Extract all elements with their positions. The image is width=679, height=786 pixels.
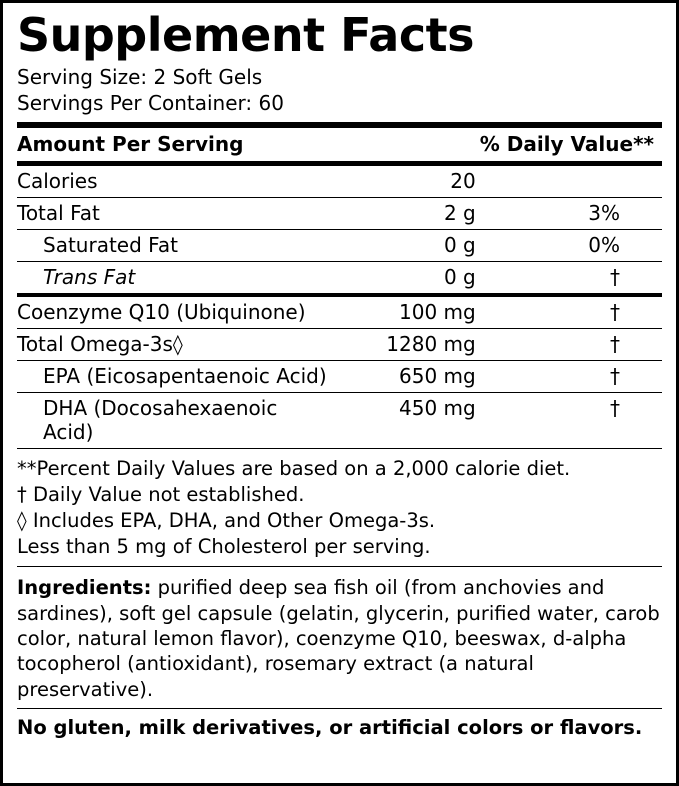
footnotes [17,449,662,566]
row-dv [494,166,662,198]
row-dv: † [494,361,662,393]
table-row [17,329,662,361]
table-row [17,262,662,294]
table-row [17,198,662,230]
row-dv: 3% [494,198,662,230]
row-amount: 650 mg [330,361,494,393]
row-label: Total Omega-3s◊ [17,329,330,361]
header-daily-value: % Daily Value** [479,132,654,157]
table-row [17,230,662,262]
row-amount: 100 mg [330,297,494,329]
row-dv: † [610,265,620,290]
row-dv: † [494,393,662,449]
ingredients-block [17,567,662,708]
serving-size: Serving Size: 2 Soft Gels [17,65,263,90]
row-amount: 0 g [330,230,494,262]
row-amount: 0 g [443,265,476,290]
table-header-row [17,128,662,161]
page-title: Supplement Facts [17,8,474,62]
nutrition-table [17,128,662,161]
row-label: Coenzyme Q10 (Ubiquinone) [17,297,330,329]
row-amount: 20 [330,166,494,198]
nutrition-rows-lower [17,297,662,449]
table-row [17,393,662,449]
row-label: Calories [17,166,330,198]
row-label: EPA (Eicosapentaenoic Acid) [17,361,330,393]
footnote-dagger: † Daily Value not established. [17,483,305,507]
footnote-lozenge: ◊ Includes EPA, DHA, and Other Omega-3s. [17,509,436,533]
table-row [17,361,662,393]
row-dv: † [494,329,662,361]
row-label: Total Fat [17,198,330,230]
table-row [17,297,662,329]
row-label: Saturated Fat [17,230,330,262]
header-amount-per-serving: Amount Per Serving [17,132,244,157]
ingredients-text: purified deep sea fish oil (from anchovies and sardines), soft gel capsule (gelatin, glycerin, purified water, carob color, natural lemon flavor), coenzyme Q10, beeswax, d-alpha tocopherol (antioxidant), rosemary extract (a natural preservative). [17,576,660,701]
row-dv: † [494,297,662,329]
ingredients-label: Ingredients: [17,576,152,600]
row-amount: 450 mg [330,393,494,449]
table-row [17,166,662,198]
row-amount: 1280 mg [330,329,494,361]
row-label: Trans Fat [43,265,136,290]
footnote-cholesterol: Less than 5 mg of Cholesterol per serving. [17,535,431,559]
row-label: DHA (Docosahexaenoic Acid) [17,393,330,449]
footnote-daily-value-basis: **Percent Daily Values are based on a 2,000 calorie diet. [17,457,571,481]
servings-per-container: Servings Per Container: 60 [17,90,284,115]
free-from-statement: No gluten, milk derivatives, or artificial colors or flavors. [17,715,643,739]
row-amount: 2 g [330,198,494,230]
row-dv: 0% [494,230,662,262]
nutrition-rows-upper [17,166,662,293]
